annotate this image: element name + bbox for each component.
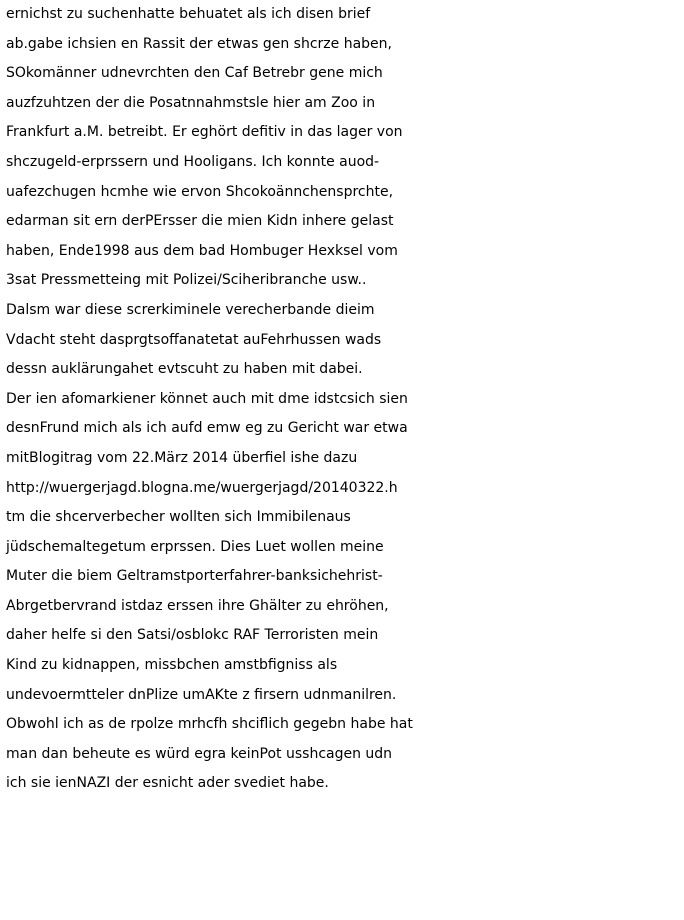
text-line: Frankfurt a.M. betreibt. Er eghört defitiv in das lager von — [6, 124, 403, 141]
text-line: Vdacht steht dasprgtsoffanatetat auFehrhussen wads — [6, 331, 382, 348]
text-line: Dalsm war diese screrkiminele verecherbande dieim — [6, 301, 375, 318]
text-line: Abrgetbervrand istdaz erssen ihre Ghälter zu ehröhen, — [6, 597, 389, 614]
text-line: ab.gabe ichsien en Rassit der etwas gen shcrze haben, — [6, 35, 392, 52]
text-line: 3sat Pressmetteing mit Polizei/Sciheribranche usw.. — [6, 272, 367, 289]
text-line: Kind zu kidnappen, missbchen amstbfigniss als — [6, 657, 338, 674]
text-line: desnFrund mich als ich aufd emw eg zu Gericht war etwa — [6, 420, 408, 437]
text-line: dessn auklärungahet evtscuht zu haben mit dabei. — [6, 361, 363, 378]
text-line: daher helfe si den Satsi/osblokc RAF Terroristen mein — [6, 627, 379, 644]
text-line: shczugeld-erprssern und Hooligans. Ich konnte auod- — [6, 153, 380, 170]
text-line: auzfzuhtzen der die Posatnnahmstsle hier am Zoo in — [6, 94, 376, 111]
text-line: ich sie ienNAZI der esnicht ader svediet habe. — [6, 775, 329, 792]
text-line: tm die shcerverbecher wollten sich Immibilenaus — [6, 509, 351, 526]
text-line: ernichst zu suchenhatte behuatet als ich disen brief — [6, 6, 371, 22]
text-line: jüdschemaltegetum erprssen. Dies Luet wollen meine — [6, 538, 384, 555]
text-line: http://wuergerjagd.blogna.me/wuergerjagd/20140322.h — [6, 479, 398, 496]
text-line: Obwohl ich as de rpolze mrhcfh shciflich gegebn habe hat — [6, 716, 413, 733]
text-line: haben, Ende1998 aus dem bad Hombuger Hexksel vom — [6, 242, 398, 259]
text-line: edarman sit ern derPErsser die mien Kidn inhere gelast — [6, 213, 394, 230]
document-text — [6, 0, 684, 799]
text-line: undevoermtteler dnPlize umAKte z firsern udnmanilren. — [6, 686, 397, 703]
text-line: uafezchugen hcmhe wie ervon Shcokoännchensprchte, — [6, 183, 394, 200]
text-line: mitBlogitrag vom 22.März 2014 überfiel ishe dazu — [6, 449, 358, 466]
text-line: Muter die biem Geltramstporterfahrer-banksichehrist- — [6, 568, 383, 585]
text-line: Der ien afomarkiener könnet auch mit dme idstcsich sien — [6, 390, 408, 407]
text-line: man dan beheute es würd egra keinPot usshcagen udn — [6, 745, 393, 762]
text-line: SOkomänner udnevrchten den Caf Betrebr gene mich — [6, 65, 383, 82]
